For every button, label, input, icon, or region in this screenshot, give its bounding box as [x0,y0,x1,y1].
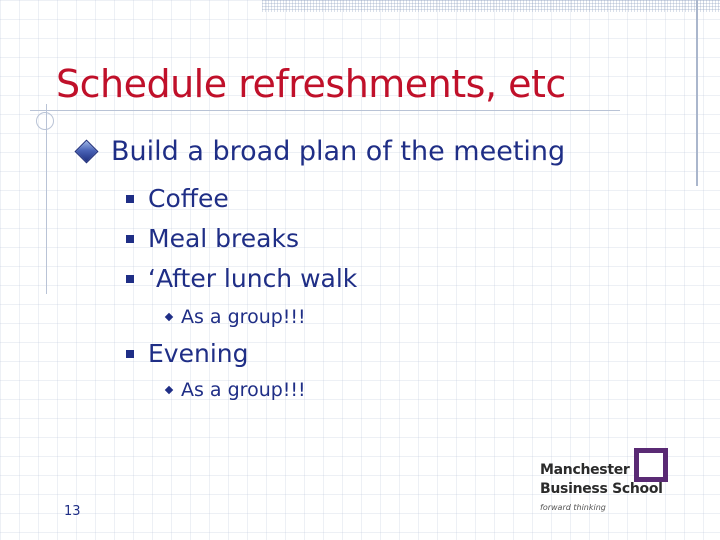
square-bullet-icon [126,195,134,203]
small-diamond-bullet-icon [165,386,173,394]
slide-title: Schedule refreshments, etc [56,62,566,106]
diamond-bullet-icon [74,139,98,163]
crosshair-decoration [36,112,54,130]
sub-bullet-text: As a group!!! [181,306,306,328]
logo-text-line2: Business School [540,481,663,497]
manchester-business-school-logo [540,446,680,522]
square-bullet-icon [126,275,134,283]
bullet-item-coffee [126,184,229,213]
bullet-item-text: ‘After lunch walk [148,264,358,293]
decorative-vertical-line-left [46,104,47,294]
bullet-item-text: Evening [148,339,249,368]
bullet-item-after-lunch-walk [126,264,357,293]
square-bullet-icon [126,350,134,358]
small-diamond-bullet-icon [165,313,173,321]
sub-bullet-text: As a group!!! [181,379,306,401]
logo-square-icon [634,448,668,482]
bullet-item-evening [126,339,248,368]
bullet-item-meal-breaks [126,224,299,253]
bullet-item-text: Meal breaks [148,224,299,253]
header-decoration-band [262,0,720,12]
bullet-level1-text: Build a broad plan of the meeting [111,136,566,167]
sub-bullet-as-a-group-1 [166,306,306,328]
page-number: 13 [64,504,81,519]
logo-tagline: forward thinking [540,503,606,512]
square-bullet-icon [126,235,134,243]
bullet-item-text: Coffee [148,184,229,213]
bullet-level1 [78,136,565,167]
sub-bullet-as-a-group-2 [166,379,306,401]
title-underline [30,110,620,111]
logo-text-line1: Manchester [540,462,630,478]
decorative-vertical-line-right [696,0,698,186]
